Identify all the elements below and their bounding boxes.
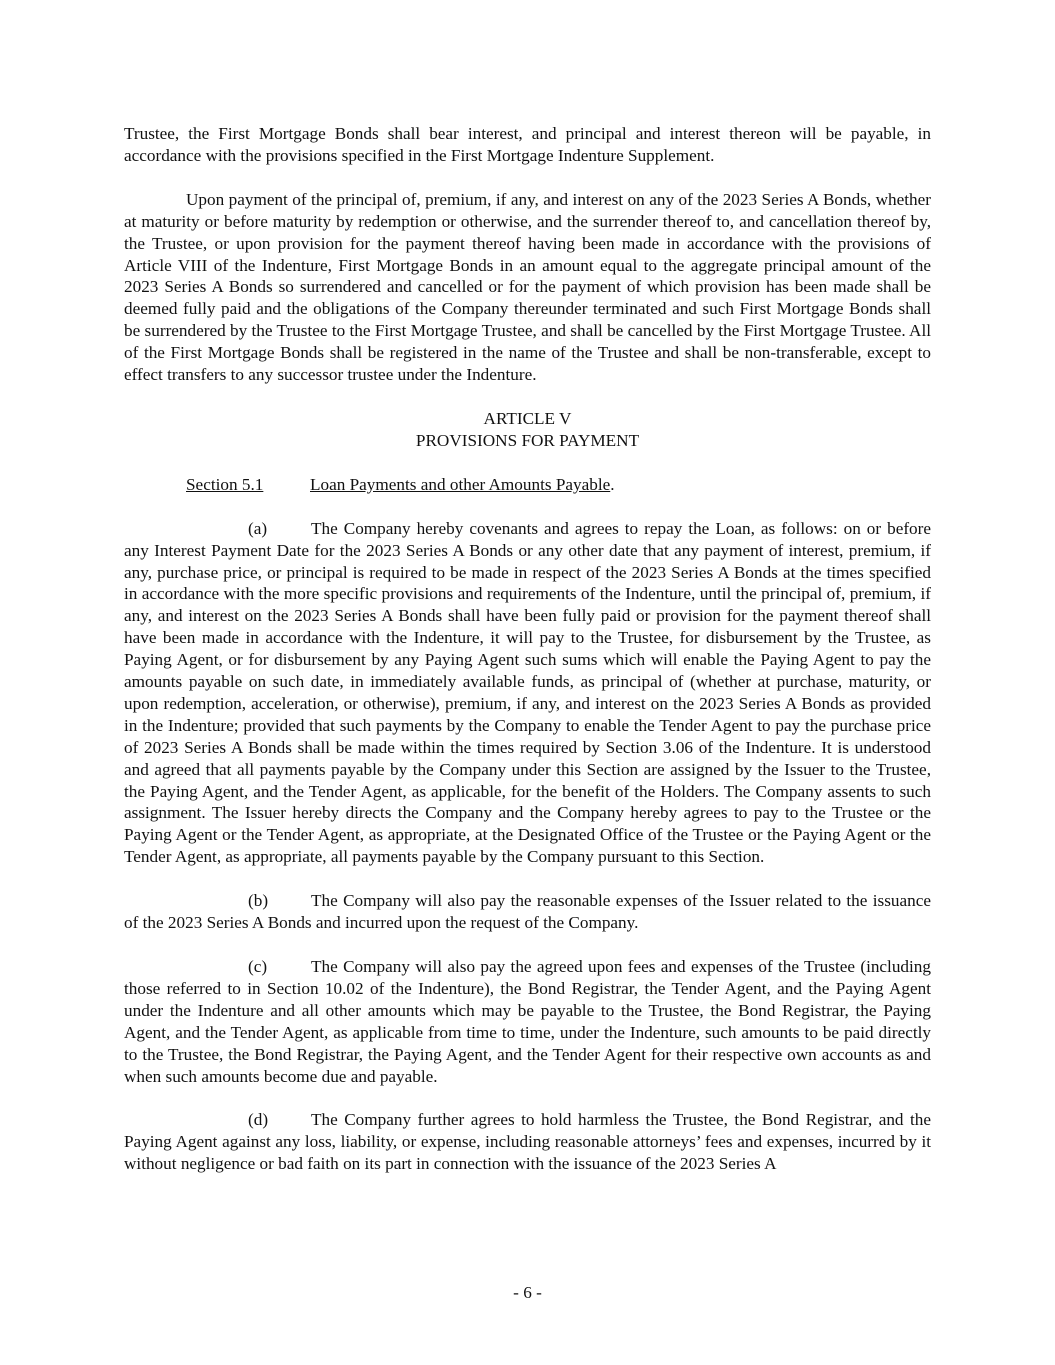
subsection-c-text: The Company will also pay the agreed upon fees and expenses of the Trustee (including those referred to in Section 10.02 of the Indenture), the Bond Registrar, the Tender Agent, and the Paying Agent under the Indenture and all other amounts which may be payable to the Trustee, the Bond Registrar, the Paying Agent, and the Tender Agent, as applicable from time to time, under the Indenture, such amounts to be paid directly to the Trustee, the Bond Registrar, the Paying Agent, and the Tender Agent for their respective own accounts as and when such amounts become due and payable. bbox=[124, 957, 931, 1086]
subsection-b-marker: (b) bbox=[248, 891, 269, 911]
subsection-a-text: The Company hereby covenants and agrees to repay the Loan, as follows: on or before any Interest Payment Date for the 2023 Series A Bonds or any other date that any payment of interest, premium, if any, purchase price, or principal is required to be made in respect of the 2023 Series A Bonds at the times specified in accordance with the more specific provisions and requirements of the Indenture, until the principal of, premium, if any, and interest on the 2023 Series A Bonds shall have been fully paid or provision for the payment thereof shall have been made in accordance with the Indenture, it will pay to the Trustee, for disbursement by the Trustee, as Paying Agent, or for disbursement by any Paying Agent such sums which will enable the Paying Agent to pay the amounts payable on such date, in immediately available funds, as principal of (whether at purchase, maturity, or upon redemption, acceleration, or otherwise), premium, if any, and interest on the 2023 Series A Bonds as provided in the Indenture; provided that such payments by the Company to enable the Tender Agent to pay the purchase price of 2023 Series A Bonds shall be made within the times required by Section 3.06 of the Indenture. It is understood and agreed that all payments payable by the Company under this Section are assigned by the Issuer to the Trustee, the Paying Agent, and the Tender Agent, as applicable, for the benefit of the Holders. The Company assents to such assignment. The Issuer hereby directs the Company and the Company hereby agrees to pay to the Trustee or the Paying Agent or the Tender Agent, as appropriate, at the Designated Office of the Trustee or the Paying Agent or the Tender Agent, as appropriate, all payments payable by the Company pursuant to this Section. bbox=[124, 518, 931, 867]
subsection-a-marker: (a) bbox=[248, 518, 268, 538]
subsection-b bbox=[124, 890, 931, 934]
section-title: Loan Payments and other Amounts Payable bbox=[310, 474, 611, 494]
subsection-b-text: The Company will also pay the reasonable expenses of the Issuer related to the issuance of the 2023 Series A Bonds and incurred upon the request of the Company. bbox=[124, 891, 931, 933]
subsection-a bbox=[124, 518, 931, 869]
section-title-period: . bbox=[610, 474, 615, 494]
section-heading bbox=[186, 474, 931, 496]
subsection-d bbox=[124, 1109, 931, 1175]
subsection-d-marker: (d) bbox=[248, 1110, 269, 1130]
paragraph-first-mortgage-bonds: Upon payment of the principal of, premium, if any, and interest on any of the 2023 Series A Bonds, whether at maturity or before maturity by redemption or otherwise, and the surrender thereof to, and cancellation thereof by, the Trustee, or upon provision for the payment thereof having been made in accordance with the provisions of Article VIII of the Indenture, First Mortgage Bonds in an amount equal to the aggregate principal amount of the 2023 Series A Bonds so surrendered and cancelled or for the payment of which provision has been made shall be deemed fully paid and the obligations of the Company thereunder terminated and such First Mortgage Bonds shall be surrendered by the Trustee to the First Mortgage Trustee, and shall be cancelled by the First Mortgage Trustee. All of the First Mortgage Bonds shall be registered in the name of the Trustee and shall be non-transferable, except to effect transfers to any successor trustee under the Indenture. bbox=[124, 189, 931, 385]
article-number: ARTICLE V bbox=[483, 408, 572, 428]
document-page bbox=[124, 123, 931, 1197]
article-title: PROVISIONS FOR PAYMENT bbox=[415, 430, 640, 450]
subsection-c-marker: (c) bbox=[248, 957, 268, 976]
page-number: - 6 - bbox=[513, 1283, 542, 1302]
section-number: Section 5.1 bbox=[186, 474, 264, 494]
article-heading bbox=[124, 408, 931, 452]
subsection-c bbox=[124, 956, 931, 1087]
subsection-d-text: The Company further agrees to hold harmless the Trustee, the Bond Registrar, and the Paying Agent against any loss, liability, or expense, including reasonable attorneys’ fees and expenses, incurred by it without negligence or bad faith on its part in connection with the issuance of the 2023 Series A bbox=[124, 1110, 931, 1174]
paragraph-continuation: Trustee, the First Mortgage Bonds shall bear interest, and principal and interest thereon will be payable, in accordance with the provisions specified in the First Mortgage Indenture Supplement. bbox=[124, 124, 931, 165]
